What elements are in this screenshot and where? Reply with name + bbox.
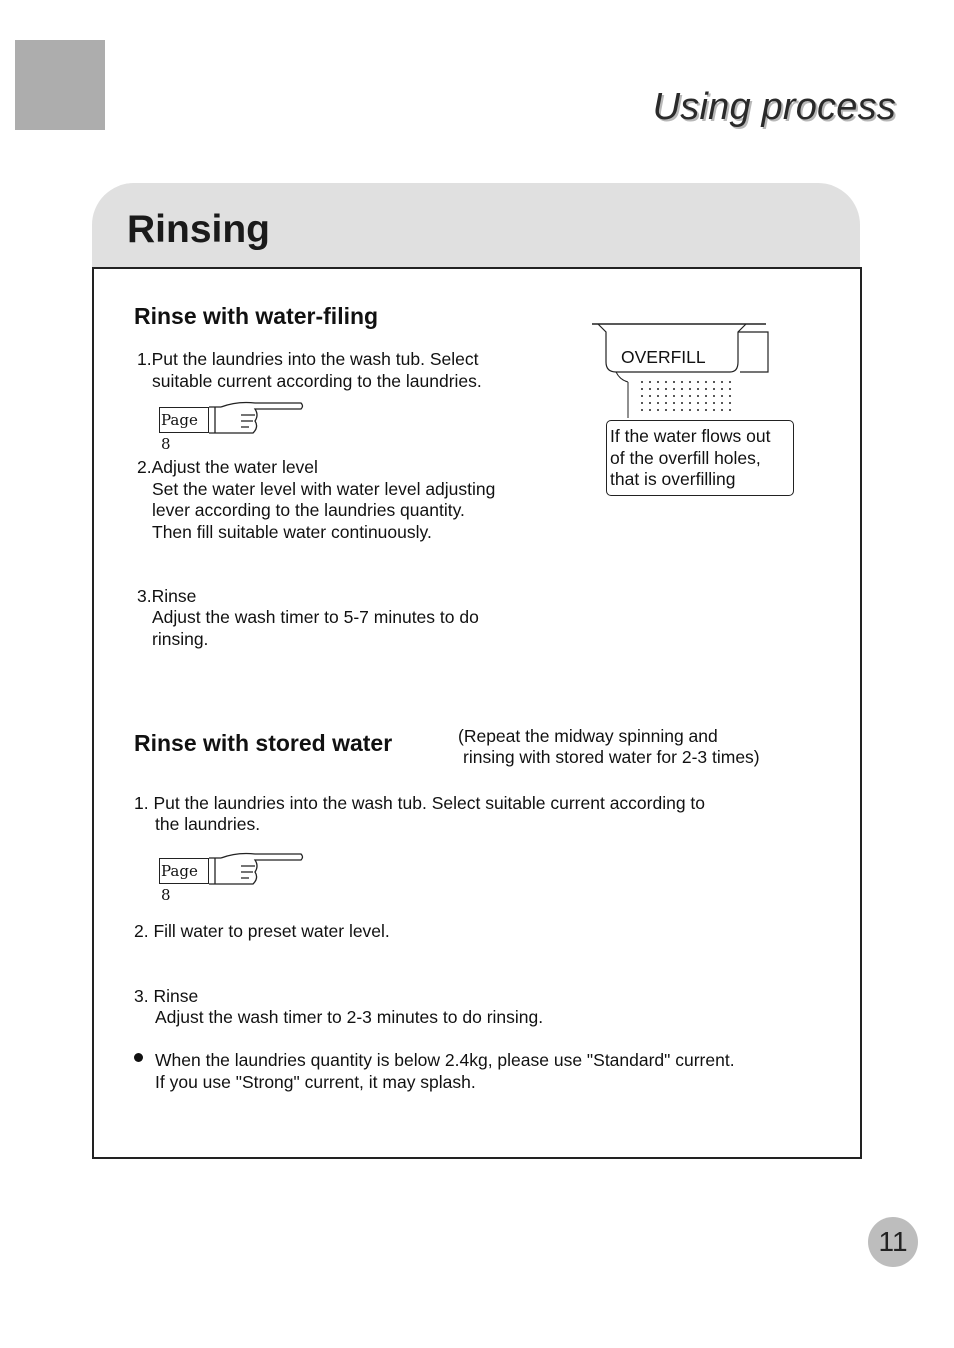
stored-water-step3-title: 3. Rinse xyxy=(134,986,199,1006)
stored-water-step1-line2: the laundries. xyxy=(155,814,261,834)
header-title: Using process xyxy=(652,86,896,128)
pointing-hand-icon xyxy=(209,851,305,891)
callout-line-2: of the overfill holes, xyxy=(610,447,761,468)
stored-water-bullet-line1: When the laundries quantity is below 2.4kg, please use "Standard" current. xyxy=(155,1050,735,1070)
page-reference-label: Page 8 xyxy=(159,858,209,884)
stored-water-note-line2: rinsing with stored water for 2-3 times) xyxy=(463,747,760,767)
water-filling-step2-title: 2.Adjust the water level xyxy=(137,457,318,477)
stored-water-step1-line1: 1. Put the laundries into the wash tub. Select suitable current according to xyxy=(134,793,706,813)
water-filling-step2-line2: lever according to the laundries quantity. xyxy=(152,500,465,520)
callout-line-1: If the water flows out xyxy=(610,426,771,446)
water-filling-step2-line1: Set the water level with water level adjusting xyxy=(152,479,496,499)
stored-water-step2: 2. Fill water to preset water level. xyxy=(134,921,390,941)
water-filling-step3-title: 3.Rinse xyxy=(137,586,197,606)
water-filling-step3-line2: rinsing. xyxy=(152,629,209,649)
section-title: Rinsing xyxy=(127,208,270,251)
pointing-hand-icon xyxy=(209,400,305,440)
bullet-icon xyxy=(134,1053,143,1062)
overfill-label: OVERFILL xyxy=(621,347,706,367)
water-filling-step1-line1: 1.Put the laundries into the wash tub. Select xyxy=(137,349,479,369)
stored-water-step3-line1: Adjust the wash timer to 2-3 minutes to do rinsing. xyxy=(155,1007,544,1027)
stored-water-bullet-line2: If you use "Strong" current, it may splash. xyxy=(155,1072,476,1092)
overfill-callout-text xyxy=(610,426,771,491)
page-reference-label: Page 8 xyxy=(159,407,209,433)
overfill-diagram xyxy=(590,322,770,422)
stored-water-heading: Rinse with stored water xyxy=(134,730,393,756)
stored-water-note-line1: (Repeat the midway spinning and xyxy=(458,726,718,746)
water-filling-step1-line2: suitable current according to the laundries. xyxy=(152,371,482,391)
page-number: 11 xyxy=(868,1217,918,1267)
water-filling-step3-line1: Adjust the wash timer to 5-7 minutes to do xyxy=(152,607,479,627)
water-filling-heading: Rinse with water-filing xyxy=(134,303,379,329)
page-reference-2 xyxy=(159,851,309,904)
water-filling-step2-line3: Then fill suitable water continuously. xyxy=(152,522,432,542)
page-reference-1 xyxy=(159,400,309,453)
callout-line-3: that is overfilling xyxy=(610,469,736,489)
corner-decoration xyxy=(15,40,105,130)
